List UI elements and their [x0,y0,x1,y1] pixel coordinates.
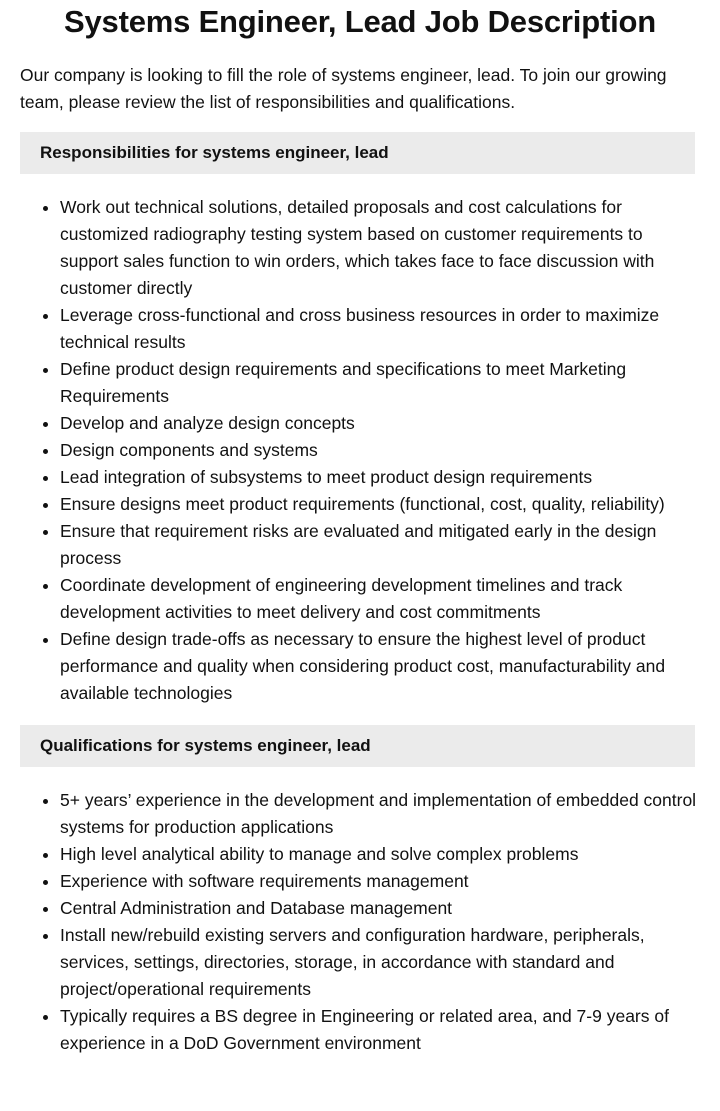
list-item: • High level analytical ability to manage and solve complex problems [60,841,698,868]
intro-paragraph: Our company is looking to fill the role of systems engineer, lead. To join our growing team, please review the list of responsibilities and qualifications. [20,65,667,112]
qualifications-list [20,787,698,1057]
list-item: • Install new/rebuild existing servers and configuration hardware, peripherals, services, settings, directories, storage, in accordance with standard and project/operational requirements [60,922,698,1003]
responsibilities-list [20,194,698,707]
list-item: • Coordinate development of engineering development timelines and track development activities to meet delivery and cost commitments [60,572,698,626]
list-item: • Work out technical solutions, detailed proposals and cost calculations for customized radiography testing system based on customer requirements to support sales function to win orders, which takes face to face discussion with customer directly [60,194,698,302]
list-item: • Lead integration of subsystems to meet product design requirements [60,464,698,491]
list-item: • Define design trade-offs as necessary to ensure the highest level of product performance and quality when considering product cost, manufacturability and available technologies [60,626,698,707]
list-item: • Typically requires a BS degree in Engineering or related area, and 7-9 years of experience in a DoD Government environment [60,1003,698,1057]
responsibilities-heading: Responsibilities for systems engineer, lead [20,132,695,174]
list-item: • Leverage cross-functional and cross business resources in order to maximize technical results [60,302,698,356]
list-item: • Central Administration and Database management [60,895,698,922]
list-item: • 5+ years’ experience in the development and implementation of embedded control systems for production applications [60,787,698,841]
list-item: • Define product design requirements and specifications to meet Marketing Requirements [60,356,698,410]
list-item: • Design components and systems [60,437,698,464]
list-item: • Develop and analyze design concepts [60,410,698,437]
page-title: Systems Engineer, Lead Job Description [64,4,656,39]
list-item: • Experience with software requirements management [60,868,698,895]
list-item: • Ensure that requirement risks are evaluated and mitigated early in the design process [60,518,698,572]
qualifications-heading: Qualifications for systems engineer, lead [20,725,695,767]
list-item: • Ensure designs meet product requirements (functional, cost, quality, reliability) [60,491,698,518]
